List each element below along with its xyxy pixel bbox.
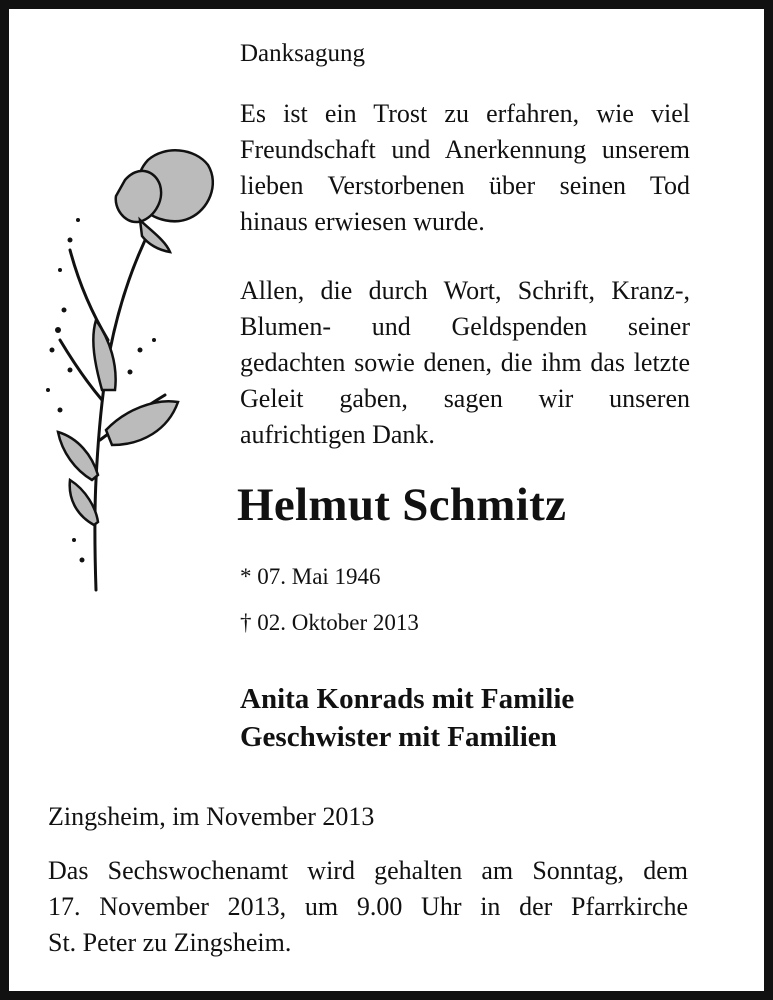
heading-danksagung: Danksagung xyxy=(240,40,365,67)
paragraph-dank: Allen, die durch Wort, Schrift, Kranz-, Blumen- und Geldspenden seiner gedachten sowie denen, die ihm das letzte Geleit gaben, sagen wir unseren aufrichtigen Dank. xyxy=(240,276,690,449)
paragraph-trost: Es ist ein Trost zu erfahren, wie viel Freundschaft und Anerkennung unserem lieben Verstorbenen über seinen Tod hinaus erwiesen wurde. xyxy=(240,99,690,236)
death-date: † 02. Oktober 2013 xyxy=(240,610,419,635)
service-line: 17. November 2013, um 9.00 Uhr in der Pfarrkirche xyxy=(48,892,688,921)
family-signature xyxy=(240,680,574,756)
service-line: Das Sechswochenamt wird gehalten am Sonntag, dem xyxy=(48,856,688,885)
rose-illustration-icon xyxy=(30,140,225,600)
place-date: Zingsheim, im November 2013 xyxy=(48,802,375,831)
service-line: St. Peter zu Zingsheim. xyxy=(48,928,292,957)
service-announcement xyxy=(48,853,688,961)
deceased-name: Helmut Schmitz xyxy=(237,479,567,531)
birth-date: * 07. Mai 1946 xyxy=(240,564,381,589)
family-line: Geschwister mit Familien xyxy=(240,721,557,753)
family-line: Anita Konrads mit Familie xyxy=(240,683,575,715)
